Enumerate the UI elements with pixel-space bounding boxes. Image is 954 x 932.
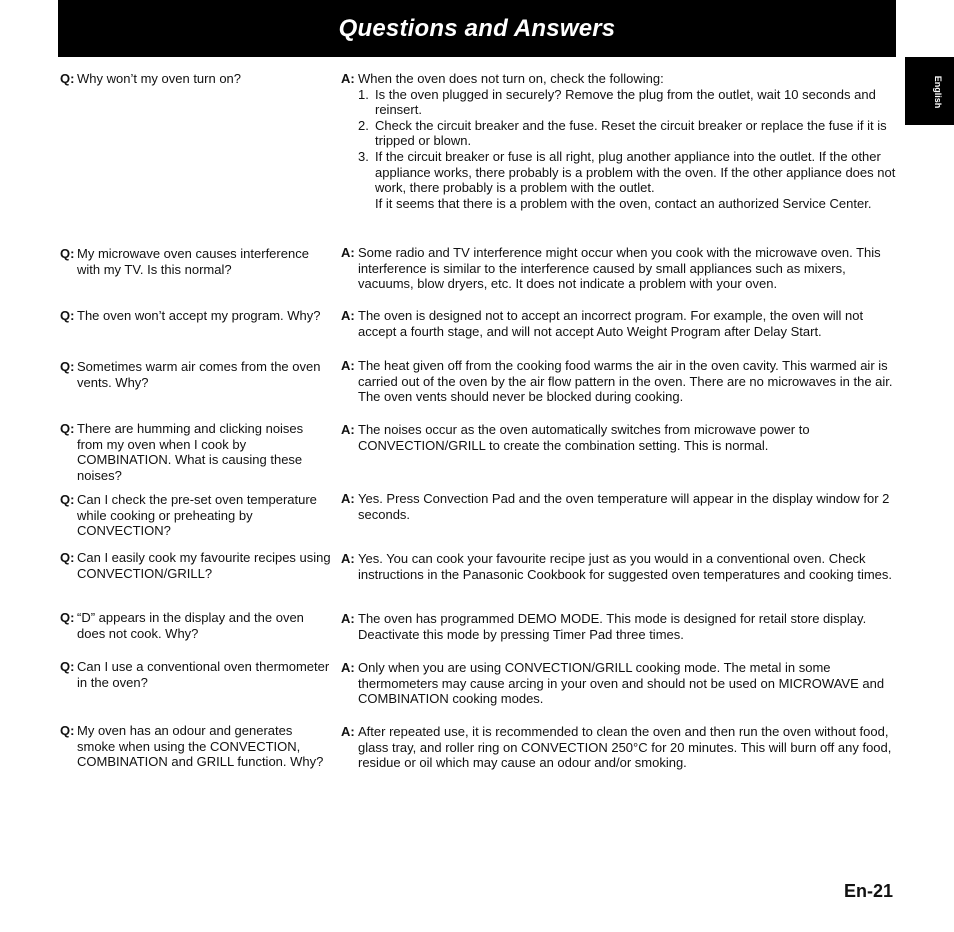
question-text: The oven won’t accept my program. Why? [77, 308, 321, 323]
answer-tag: A: [341, 245, 355, 260]
question-text: My oven has an odour and generates smoke when using the CONVECTION, COMBINATION and GRILL function. Why? [77, 723, 324, 770]
answer-3 [341, 308, 897, 339]
question-tag: Q: [60, 308, 75, 323]
question-text: Why won’t my oven turn on? [77, 71, 242, 86]
question-tag: Q: [60, 723, 75, 738]
answer-tag: A: [341, 724, 355, 739]
question-tag: Q: [60, 659, 75, 674]
question-tag: Q: [60, 71, 75, 86]
question-8 [60, 610, 332, 641]
question-text: My microwave oven causes interference with my TV. Is this normal? [77, 246, 309, 277]
answer-1 [341, 71, 897, 211]
answer-text: After repeated use, it is recommended to clean the oven and then run the oven without food, glass tray, and roller ring on CONVECTION 250°C for 20 minutes. This will burn off any food, residue or oil which may cause an odour and/or smoking. [358, 724, 892, 771]
list-item [358, 87, 897, 118]
answer-text: The oven has programmed DEMO MODE. This mode is designed for retail store display. Deactivate this mode by pressing Timer Pad three times. [358, 611, 867, 642]
answer-tag: A: [341, 551, 355, 566]
step-text: Check the circuit breaker and the fuse. Reset the circuit breaker or replace the fuse if it is tripped or blown. [375, 117, 887, 149]
answer-4 [341, 358, 897, 405]
question-tag: Q: [60, 421, 75, 436]
step-number: 3. [358, 148, 369, 164]
page-number: En-21 [843, 881, 893, 901]
question-6 [60, 492, 332, 539]
step-number: 2. [358, 117, 369, 133]
question-1 [60, 71, 332, 87]
question-tag: Q: [60, 610, 75, 625]
list-item [358, 118, 897, 149]
answer-note: If it seems that there is a problem with the oven, contact an authorized Service Center. [375, 195, 872, 211]
answer-10 [341, 724, 897, 771]
answer-text: Yes. Press Convection Pad and the oven temperature will appear in the display window for 2 seconds. [358, 491, 890, 522]
language-tab [905, 57, 954, 125]
answer-tag: A: [341, 308, 355, 323]
step-text: Is the oven plugged in securely? Remove the plug from the outlet, wait 10 seconds and reinsert. [375, 86, 876, 118]
step-number: 1. [358, 86, 369, 102]
list-item [358, 149, 897, 196]
question-10 [60, 723, 332, 770]
question-text: Sometimes warm air comes from the oven vents. Why? [77, 359, 321, 390]
answer-text: Some radio and TV interference might occur when you cook with the microwave oven. This interference is similar to the interference caused by small appliances such as mixers, vacuums, blow dryers, etc. It does not indicate a problem with your oven. [358, 245, 881, 292]
question-7 [60, 550, 332, 581]
answer-5 [341, 422, 897, 453]
language-tab-label: English [933, 75, 943, 109]
answer-tag: A: [341, 491, 355, 506]
question-9 [60, 659, 332, 690]
question-tag: Q: [60, 359, 75, 374]
answer-tag: A: [341, 71, 355, 86]
question-tag: Q: [60, 246, 75, 261]
question-5 [60, 421, 332, 483]
answer-6 [341, 491, 897, 522]
answer-text: When the oven does not turn on, check the following: [358, 71, 664, 86]
question-2 [60, 246, 332, 277]
answer-9 [341, 660, 897, 707]
question-tag: Q: [60, 492, 75, 507]
page-title: Questions and Answers [338, 14, 616, 42]
question-tag: Q: [60, 550, 75, 565]
question-3 [60, 308, 332, 324]
answer-text: The heat given off from the cooking food warms the air in the oven cavity. This warmed air is carried out of the oven by the air flow pattern in the oven. There are no microwaves in the air. The oven vents should never be blocked during cooking. [358, 358, 893, 405]
answer-steps [358, 87, 897, 196]
answer-8 [341, 611, 897, 642]
question-text: There are humming and clicking noises from my oven when I cook by COMBINATION. What is causing these noises? [77, 421, 304, 483]
answer-tag: A: [341, 422, 355, 437]
answer-text: The oven is designed not to accept an incorrect program. For example, the oven will not accept a fourth stage, and will not accept Auto Weight Program after Delay Start. [358, 308, 864, 339]
answer-tag: A: [341, 358, 355, 373]
answer-text: Yes. You can cook your favourite recipe just as you would in a conventional oven. Check instructions in the Panasonic Cookbook for suggested oven temperatures and cooking times. [358, 551, 893, 582]
step-text: If the circuit breaker or fuse is all right, plug another appliance into the outlet. If the other appliance works, there probably is a problem with the oven. If the other appliance does not work, there probably is a problem with the outlet. [375, 148, 896, 196]
title-bar [58, 0, 896, 57]
question-4 [60, 359, 332, 390]
question-text: Can I easily cook my favourite recipes using CONVECTION/GRILL? [77, 550, 331, 581]
question-text: Can I use a conventional oven thermometer in the oven? [77, 659, 330, 690]
question-text: “D” appears in the display and the oven does not cook. Why? [77, 610, 304, 641]
answer-tag: A: [341, 660, 355, 675]
answer-text: The noises occur as the oven automatically switches from microwave power to CONVECTION/GRILL to create the combination setting. This is normal. [358, 422, 810, 453]
answer-7 [341, 551, 897, 582]
answer-text: Only when you are using CONVECTION/GRILL cooking mode. The metal in some thermometers may cause arcing in your oven and should not be used on MICROWAVE and COMBINATION cooking modes. [358, 660, 885, 707]
answer-2 [341, 245, 897, 292]
question-text: Can I check the pre-set oven temperature while cooking or preheating by CONVECTION? [77, 492, 317, 539]
answer-tag: A: [341, 611, 355, 626]
